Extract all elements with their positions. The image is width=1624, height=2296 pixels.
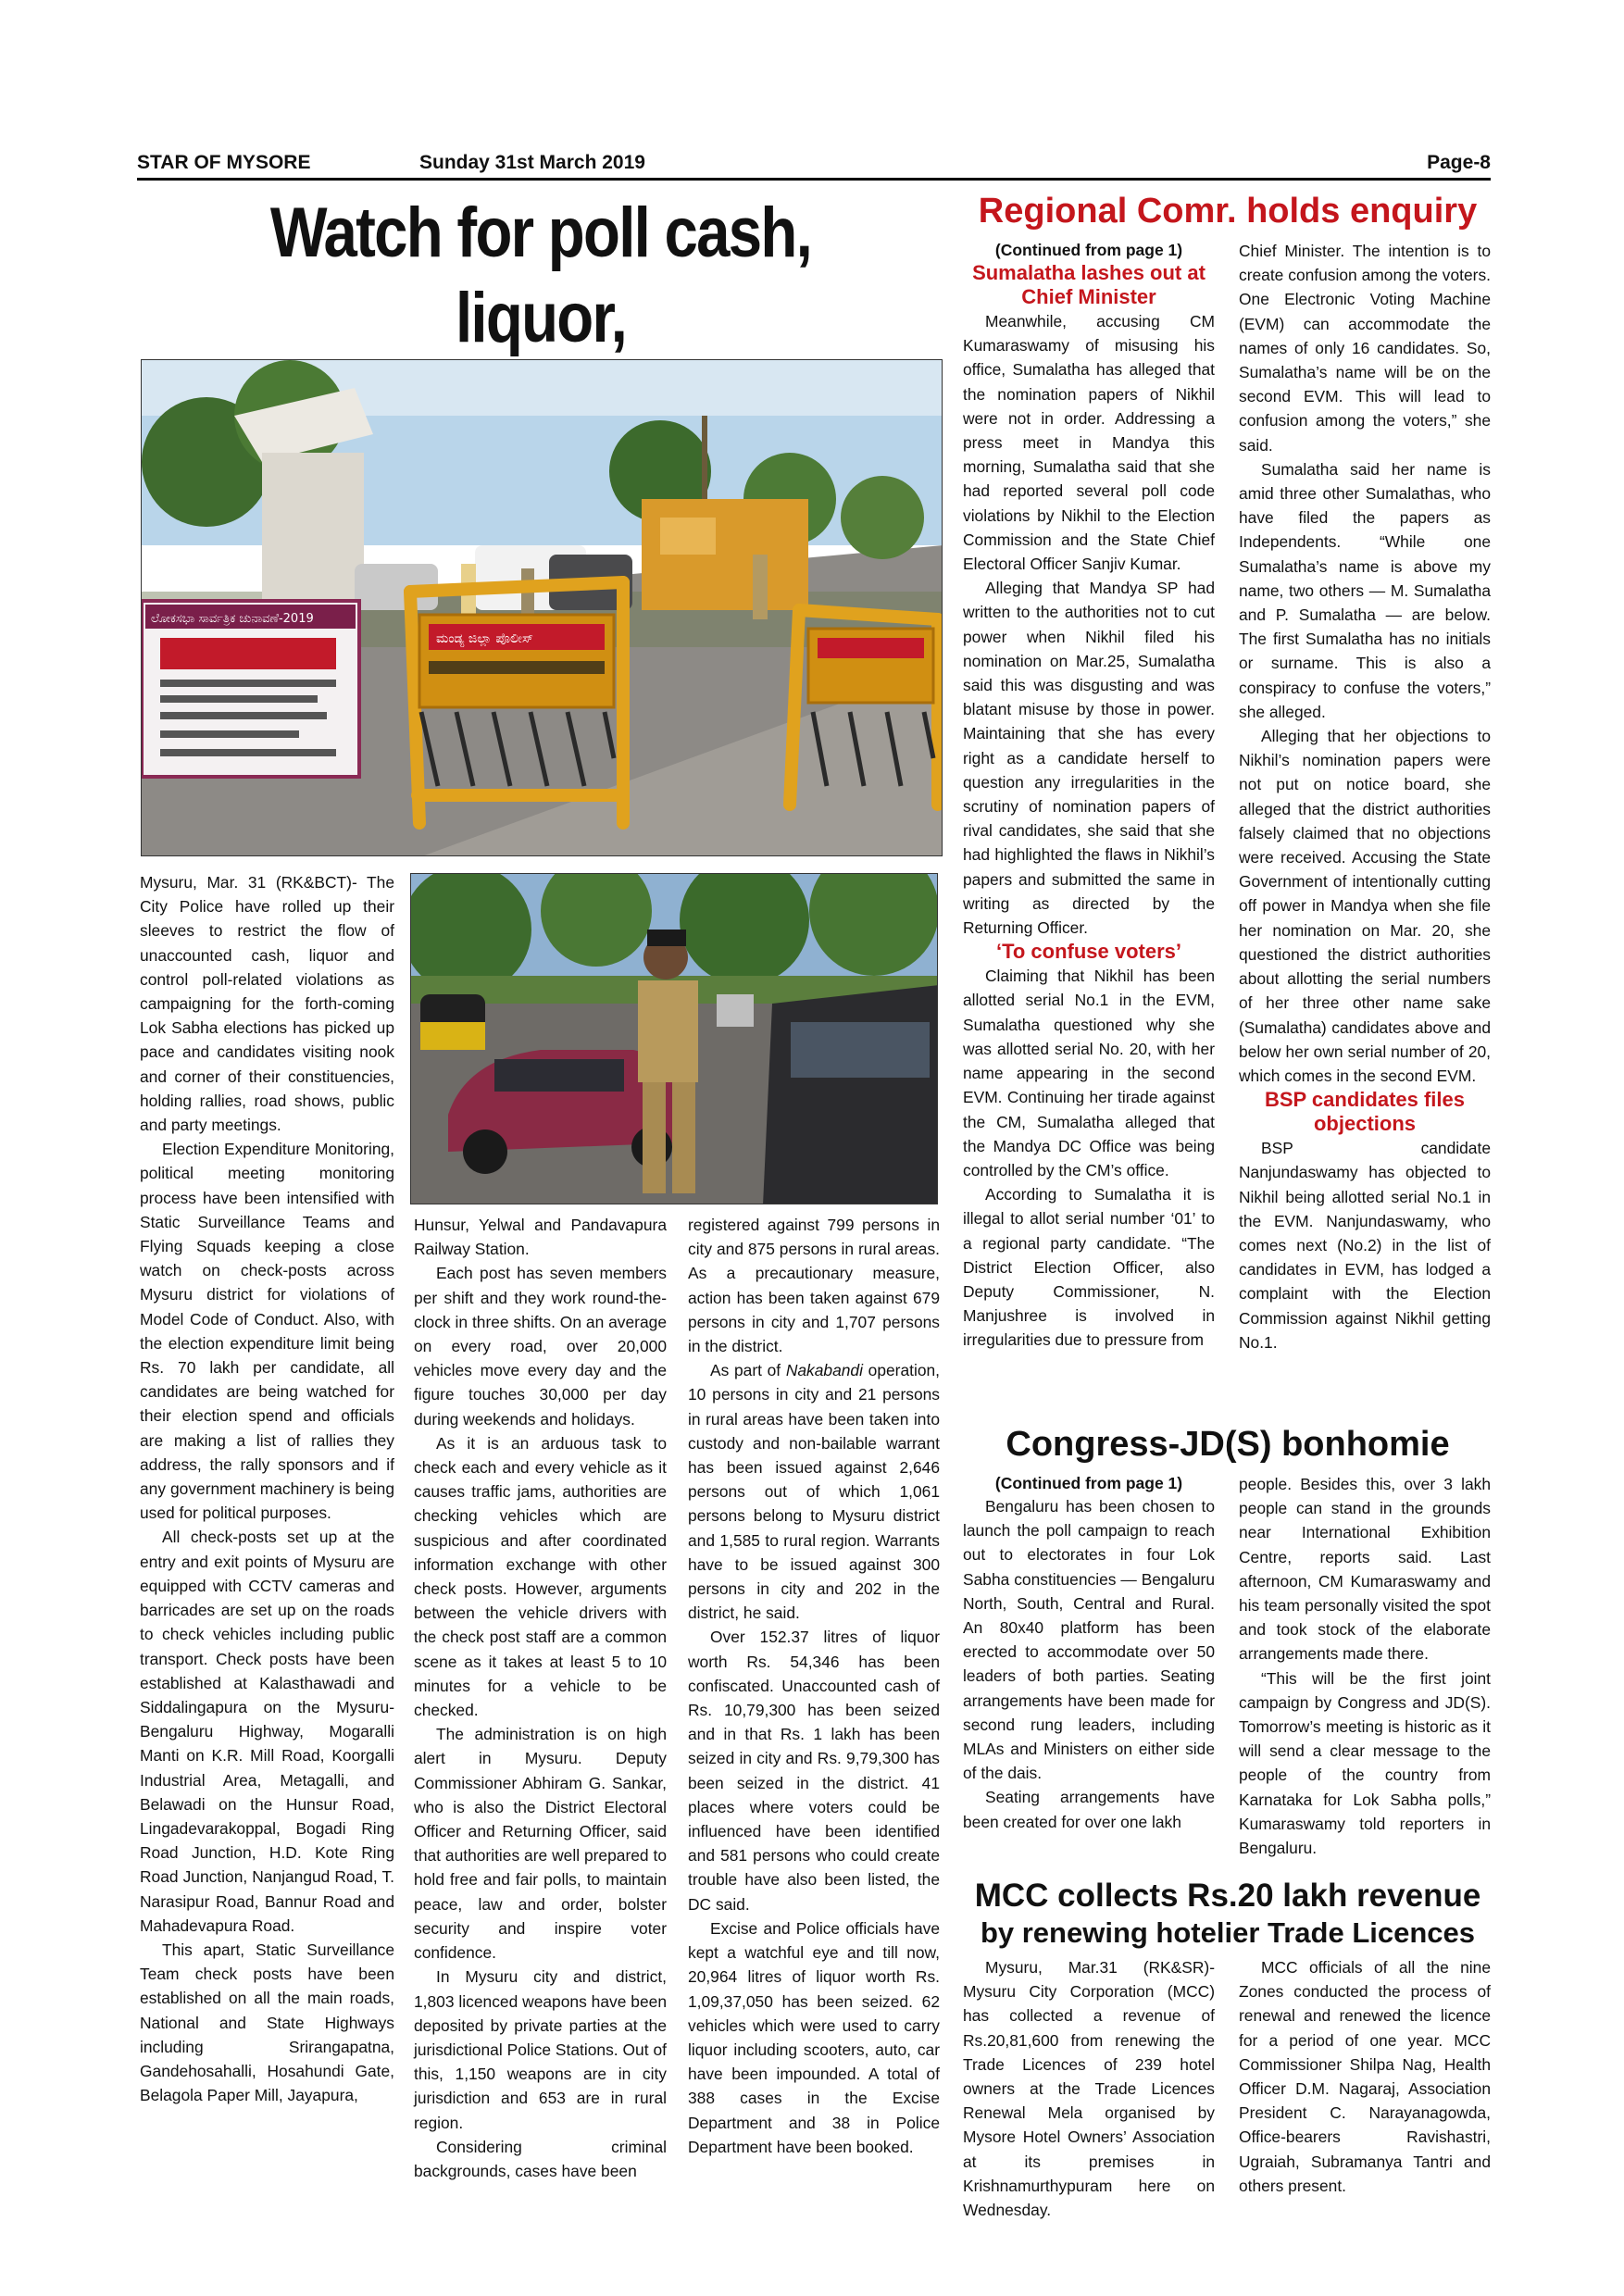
paragraph: registered against 799 persons in city and 875 persons in rural areas. As a precautionary measure, action has been taken against 679 persons in city and 1,707 persons in the district. [688, 1216, 940, 1356]
continued-note: (Continued from page 1) [994, 1474, 1183, 1492]
congress-col-1 [963, 1472, 1215, 1834]
paragraph: This apart, Static Surveillance Team check posts have been established on all the main roads, National and State Highways including Srirangapatna, Gandehosahalli, Hosahundi Gate, Belagola Paper Mill, Jayapura, [140, 1940, 394, 2105]
paragraph: Alleging that Mandya SP had written to the authorities not to cut power when Nikhil filed his nomination on Mar.25, Sumalatha said this was disgusting and was blatant misuse by those in power. Maintaining that she has every right as a candidate herself to question any irregularities in the scrutiny of nomination papers of rival candidates, she said that she had highlighted the flaws in Nikhil’s papers and submitted the same in writing as directed by the Returning Officer. [963, 579, 1215, 938]
regional-col-2 [1239, 239, 1491, 1354]
page-number: Page-8 [1427, 152, 1491, 173]
photo-police-checking [410, 873, 938, 1204]
regional-col-1 [963, 239, 1215, 1353]
paragraph: Considering criminal backgrounds, cases have been [414, 2137, 667, 2180]
paragraph: As part of Nakabandi operation, 10 persons in city and 21 persons in rural areas have been taken into custody and non-bailable warrant has been issued against 2,646 persons out of which 1,061 persons belong to Mysuru district and 1,585 to rural region. Warrants have to be issued against 300 persons in city and 202 in the district, he said. [688, 1361, 940, 1623]
banner-text: ಲೋಕಸಭಾ ಸಾರ್ವತ್ರಿಕ ಚುನಾವಣೆ-2019 [151, 612, 314, 626]
paragraph: Mysuru, Mar.31 (RK&SR)- Mysuru City Corporation (MCC) has collected a revenue of Rs.20,81,600 from renewing the Trade Licences of 239 hotel owners at the Trade Licences Renewal Mela organised by Mysore Hotel Owners’ Association at its premises in Krishnamurthypuram here on Wednesday. [963, 1958, 1215, 2220]
paragraph: Meanwhile, accusing CM Kumaraswamy of misusing his office, Sumalatha has alleged that the nomination papers of Nikhil were not in order. Addressing a press meet in Mandya this morning, Sumalatha said that she had reported several poll code violations by Nikhil to the Election Commission and the State Chief Electoral Officer Sanjiv Kumar. [963, 312, 1215, 574]
congress-col-2 [1239, 1472, 1491, 1860]
continued-note: (Continued from page 1) [994, 241, 1183, 259]
nakabandi-term: Nakabandi [785, 1361, 863, 1380]
mcc-subheadline: by renewing hotelier Trade Licences [980, 1916, 1476, 1949]
headline-line-1: Watch for poll cash, liquor, [269, 193, 812, 357]
paragraph: All check-posts set up at the entry and exit points of Mysuru are equipped with CCTV cameras and barricades are set up on the roads to check vehicles including public transport. Check posts have been established at Kalasthawadi and Siddalingapura on the Mysuru-Bengaluru Highway, Mogaralli Manti on K.R. Mill Road, Koorgalli Industrial Area, Metagalli, and Belawadi on the Hunsur Road, Lingadevarakoppal, Bogadi Ring Road Junction, H.D. Kote Ring Road Junction, Nanjangud Road, T. Narasipur Road, Bannur Road and Mahadevapura Road. [140, 1528, 394, 1935]
header-rule [137, 178, 1491, 181]
paragraph: In Mysuru city and district, 1,803 licenced weapons have been deposited by private parties at the jurisdictional Police Stations. Out of this, 1,150 weapons are in city jurisdiction and 653 are in rural region. [414, 1967, 667, 2132]
paragraph: Each post has seven members per shift and they work round-the-clock in three shifts. On an average on every road, over 20,000 vehicles move every day and the figure touches 30,000 per day during weekends and holidays. [414, 1264, 667, 1429]
mcc-headline: MCC collects Rs.20 lakh revenue [974, 1878, 1481, 1914]
subheading: BSP candidates files objections [1264, 1088, 1465, 1136]
paragraph: Excise and Police officials have kept a watchful eye and till now, 20,964 litres of liquor worth Rs. 1,09,37,050 has been seized. 62 vehicles which were used to carry liquor including scooters, auto, car have been impounded. A total of 388 cases in the Excise Department and 38 in Police Department have been booked. [688, 1918, 940, 2156]
paragraph: Mysuru, Mar. 31 (RK&BCT)- The City Police have rolled up their sleeves to restrict the flow of unaccounted cash, liquor and control poll-related violations as campaigning for the forth-coming Lok Sabha elections has picked up pace and candidates visiting nook and corner of their constituencies, holding rallies, road shows, public and party meetings. [140, 873, 394, 1135]
photo-checkpost-barricades [141, 359, 943, 856]
police-photo-illustration [411, 874, 938, 1204]
paragraph: Election Expenditure Monitoring, political meeting monitoring process have been intensified with Static Surveillance Teams and Flying Squads keeping a close watch on check-posts across Mysuru district for violations of Model Code of Conduct. Also, with the election expenditure limit being Rs. 70 lakh per candidate, all candidates are being watched for their election spend and officials are making a list of rallies they address, the rally sponsors and if any government machinery is being used for political purposes. [140, 1140, 394, 1523]
paragraph: BSP candidate Nanjundaswamy has objected to Nikhil being allotted serial No.1 in the EVM. Nanjundaswamy, who comes next (No.2) in the list of candidates in EVM, has lodged a complaint with the Election Commission against Nikhil getting No.1. [1239, 1139, 1491, 1352]
main-story-col-3 [688, 1213, 940, 2159]
paragraph: According to Sumalatha it is illegal to allot serial number ‘01’ to a regional party candidate. “The District Election Officer, also Deputy Commissioner, N. Manjushree is involved in irregularities due to pressure from [963, 1185, 1215, 1350]
main-story-col-2 [414, 1213, 667, 2183]
paragraph: MCC officials of all the nine Zones conducted the process of renewal and renewed the licence for a period of one year. MCC Commissioner Shilpa Nag, Health Officer D.M. Nagaraj, Association President C. Narayanagowda, Office-bearers Ravishastri, Ugraiah, Subramanya Tantri and others present. [1239, 1958, 1491, 2195]
paragraph: The administration is on high alert in Mysuru. Deputy Commissioner Abhiram G. Sankar, who is also the District Electoral Officer and Returning Officer, said that authorities are well prepared to hold free and fair polls, to maintain peace, law and order, bolster security and inspire voter confidence. [414, 1725, 667, 1963]
paper-name: STAR OF MYSORE [137, 152, 311, 173]
mcc-col-2 [1239, 1955, 1491, 2198]
paragraph: Bengaluru has been chosen to launch the poll campaign to reach out to electorates in four Lok Sabha constituencies — Bengaluru North, South, Central and Rural. An 80x40 platform has been erected to accommodate over 50 leaders of both parties. Seating arrangements have been made for second rung leaders, including MLAs and Ministers on either side of the dais. [963, 1497, 1215, 1783]
congress-headline: Congress-JD(S) bonhomie [1006, 1425, 1450, 1464]
main-story-col-1 [140, 870, 394, 2107]
paragraph: people. Besides this, over 3 lakh people can stand in the grounds near International Exhibition Centre, reports said. Last afternoon, CM Kumaraswamy and his team personally visited the spot and took stock of the elaborate arrangements made there. [1239, 1475, 1491, 1664]
paragraph: Sumalatha said her name is amid three other Sumalathas, who have filed the papers as Independents. “While one Sumalatha’s name is above my name, two others — M. Sumalatha and P. Sumalatha — are below. The first Sumalatha has no initials or surname. This is also a conspiracy to confuse the voters,” she alleged. [1239, 459, 1491, 721]
mcc-col-1 [963, 1955, 1215, 2222]
paragraph: Alleging that her objections to Nikhil’s nomination papers were not put on notice board, she alleged that the district authorities falsely claimed that no objections were received. Accusing the State Government of intentionally cutting off power in Mandya when she file her nomination on Mar. 20, she questioned the district authorities about allotting the serial numbers of her three other name sake (Sumalatha) candidates above and below her own serial number of 20, which comes in the second EVM. [1239, 727, 1491, 1085]
subheading: ‘To confuse voters’ [995, 940, 1182, 964]
paragraph: As it is an arduous task to check each and every vehicle as it causes traffic jams, authorities are checking vehicles which are suspicious and after coordinated information exchange with other check posts. However, arguments between the vehicle drivers with the check post staff are a common scene as it takes at least 5 to 10 minutes for a vehicle to be checked. [414, 1433, 667, 1720]
issue-date: Sunday 31st March 2019 [419, 152, 645, 173]
paragraph: Over 152.37 litres of liquor worth Rs. 54,346 has been confiscated. Unaccounted cash of Rs. 10,79,300 has been seized and in that Rs. 1 lakh has been seized in city and Rs. 9,79,300 has been seized in the district. 41 places where voters could be influenced have been identified and 581 persons who could create trouble have also been listed, the DC said. [688, 1628, 940, 1914]
barricade-text: ಮಂಡ್ಯ ಜಿಲ್ಲಾ ಪೊಲೀಸ್ [436, 631, 533, 646]
paragraph: Claiming that Nikhil has been allotted serial No.1 in the EVM, Sumalatha questioned why she was allotted serial No. 20, with her name appearing in the second EVM. Continuing her tirade against the CM, Sumalatha alleged that the Mandya DC Office was being controlled by the CM’s office. [963, 967, 1215, 1179]
paragraph: “This will be the first joint campaign by Congress and JD(S). Tomorrow’s meeting is historic as it will send a clear message to the people of the country from Karnataka for Lok Sabha polls,” Kumaraswamy told reporters in Bengaluru. [1239, 1668, 1491, 1858]
paragraph: Chief Minister. The intention is to create confusion among the voters. One Electronic Voting Machine (EVM) can accommodate the names of only 16 candidates. So, Sumalatha’s name will be on the second EVM. This will lead to confusion among the voters,” she said. [1239, 242, 1491, 455]
checkpost-photo-illustration [142, 360, 943, 856]
paragraph: Hunsur, Yelwal and Pandavapura Railway Station. [414, 1216, 667, 1259]
regional-headline: Regional Comr. holds enquiry [978, 192, 1478, 231]
subheading: Sumalatha lashes out at Chief Minister [972, 261, 1206, 308]
paragraph: Seating arrangements have been created for over one lakh [963, 1788, 1215, 1831]
